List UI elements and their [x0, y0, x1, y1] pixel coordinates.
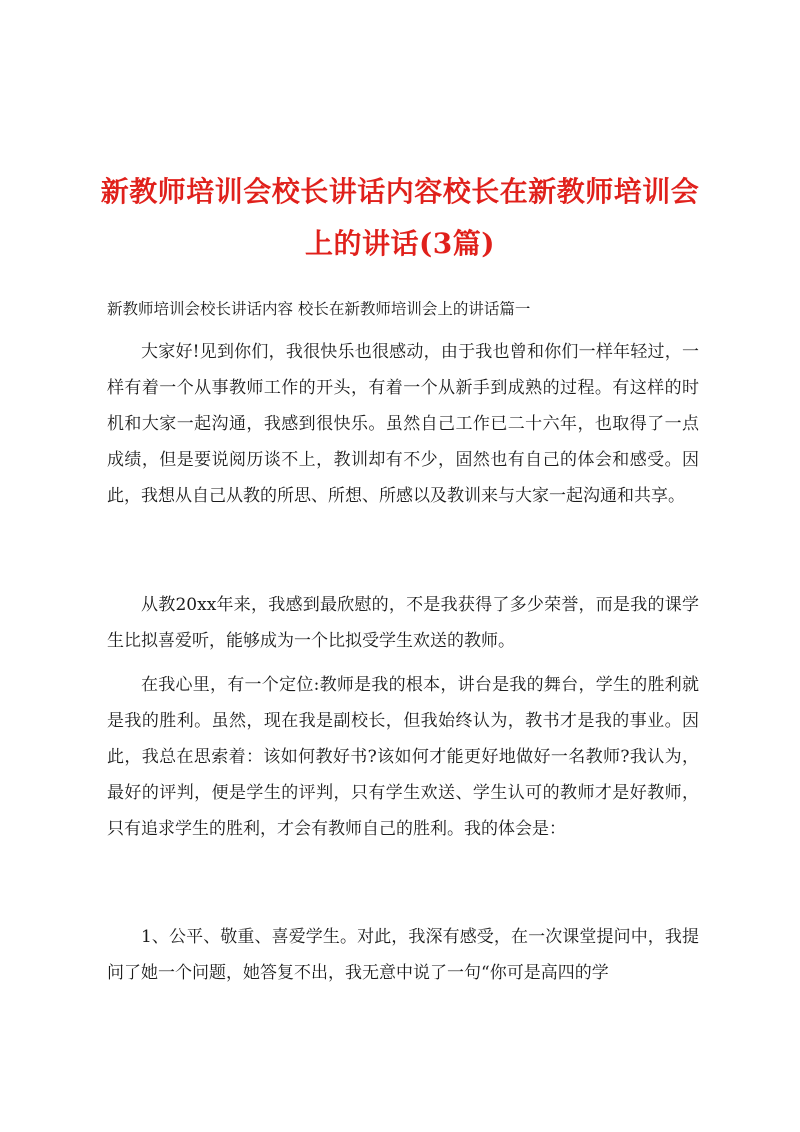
document-title: 新教师培训会校长讲话内容校长在新教师培训会上的讲话(3篇) [100, 175, 700, 260]
paragraph-3: 在我心里，有一个定位:教师是我的根本，讲台是我的舞台，学生的胜利就是我的胜利。虽然，现在我是副校长，但我始终认为，教书才是我的事业。因此，我总在思索着：该如何教好书?该如何才能更好地做好一名教师?我认为，最好的评判，便是学生的评判，只有学生欢送、学生认可的教师才是好教师，只有追求学生的胜利，才会有教师自己的胜利。我的体会是： [107, 675, 699, 839]
document-subtitle: 新教师培训会校长讲话内容 校长在新教师培训会上的讲话篇一 [107, 300, 531, 318]
paragraph-4: 1、公平、敬重、喜爱学生。对此，我深有感受，在一次课堂提问中，我提问了她一个问题，她答复不出，我无意中说了一句“你可是高四的学 [107, 927, 699, 983]
paragraph-1: 大家好!见到你们，我很快乐也很感动，由于我也曾和你们一样年轻过，一样有着一个从事教师工作的开头，有着一个从新手到成熟的过程。有这样的时机和大家一起沟通，我感到很快乐。虽然自己工作已二十六年，也取得了一点成绩，但是要说阅历谈不上，教训却有不少，固然也有自己的体会和感受。因此，我想从自己从教的所思、所想、所感以及教训来与大家一起沟通和共享。 [107, 342, 699, 506]
paragraph-2: 从教20xx年来，我感到最欣慰的，不是我获得了多少荣誉，而是我的课学生比拟喜爱听，能够成为一个比拟受学生欢送的教师。 [107, 595, 699, 651]
